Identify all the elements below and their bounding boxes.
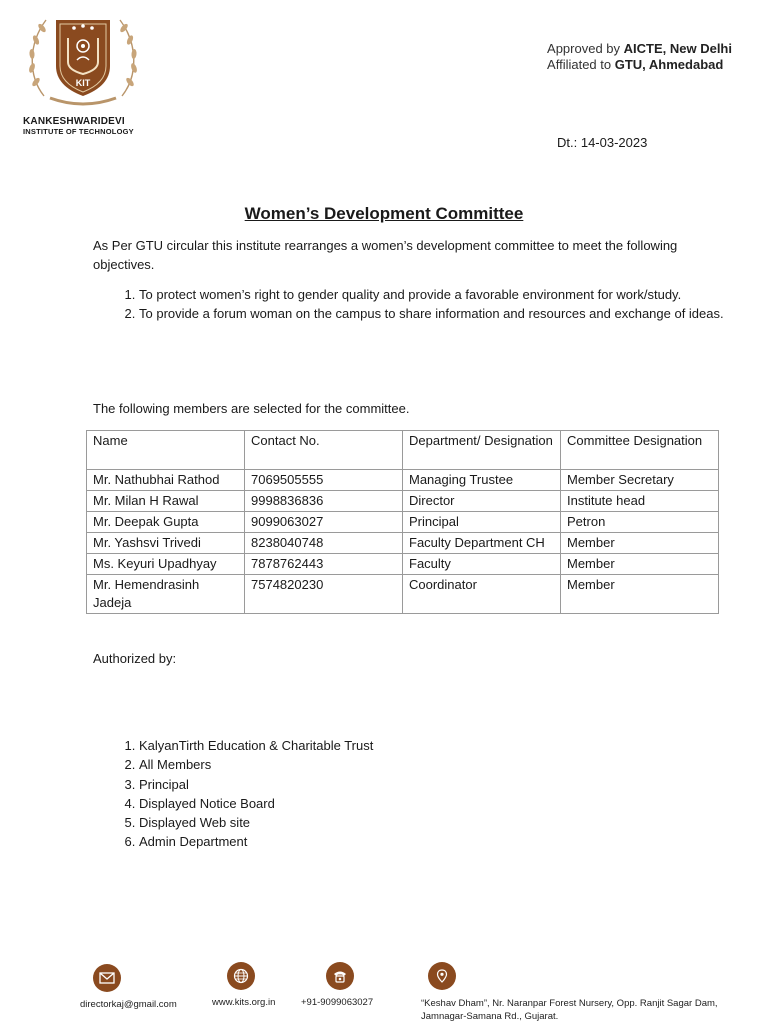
table-header-row [87, 431, 719, 470]
distribution-item: 2. All Members [139, 755, 373, 774]
table-cell: Mr. Yashsvi Trivedi [87, 533, 245, 554]
table-cell: 7878762443 [245, 554, 403, 575]
table-cell: Member Secretary [561, 470, 719, 491]
distribution-item: 6. Admin Department [139, 832, 373, 851]
intro-paragraph: As Per GTU circular this institute rearranges a women’s development committee to meet the following objectives. [93, 238, 678, 272]
table-cell: 7069505555 [245, 470, 403, 491]
distribution-item: 3. Principal [139, 775, 373, 794]
table-row [87, 575, 719, 614]
address-line: “Keshav Dham”, Nr. Naranpar Forest Nursery, Opp. Ranjit Sagar Dam, [421, 998, 718, 1009]
table-cell: Faculty [403, 554, 561, 575]
table-cell: 9998836836 [245, 491, 403, 512]
column-header: Name [87, 431, 245, 470]
table-cell: Mr. Hemendrasinh Jadeja [87, 575, 245, 614]
affiliated-to-line: Affiliated to GTU, Ahmedabad [547, 57, 724, 72]
column-header: Department/ Designation [403, 431, 561, 470]
table-cell: 9099063027 [245, 512, 403, 533]
distribution-list [93, 736, 373, 852]
footer-email[interactable]: directorkaj@gmail.com [80, 999, 177, 1010]
document-date: Dt.: 14-03-2023 [557, 135, 648, 150]
table-cell: Coordinator [403, 575, 561, 614]
table-cell: Principal [403, 512, 561, 533]
authorized-by-label: Authorized by: [93, 651, 177, 666]
objective-item: 2. To provide a forum woman on the campus to share information and resources and exchange of ideas. [139, 304, 729, 323]
footer-address [421, 997, 718, 1023]
table-cell: 8238040748 [245, 533, 403, 554]
members-table [86, 430, 719, 614]
approval-info [547, 41, 732, 73]
table-cell: Director [403, 491, 561, 512]
distribution-item: 1. KalyanTirth Education & Charitable Trust [139, 736, 373, 755]
objectives-list [93, 285, 729, 323]
table-cell: Member [561, 533, 719, 554]
table-cell: Mr. Deepak Gupta [87, 512, 245, 533]
objective-item: 1. To protect women’s right to gender quality and provide a favorable environment for work/study. [139, 285, 729, 304]
table-cell: Mr. Nathubhai Rathod [87, 470, 245, 491]
distribution-item: 5. Displayed Web site [139, 813, 373, 832]
column-header: Contact No. [245, 431, 403, 470]
table-row [87, 554, 719, 575]
table-cell: Petron [561, 512, 719, 533]
approved-by-line: Approved by AICTE, New Delhi [547, 41, 732, 56]
institute-name: KANKESHWARIDEVI [23, 116, 125, 127]
distribution-item: 4. Displayed Notice Board [139, 794, 373, 813]
institute-logo [24, 4, 142, 112]
table-cell: Institute head [561, 491, 719, 512]
globe-icon [227, 962, 255, 990]
address-line: Jamnagar-Samana Rd., Gujarat. [421, 1011, 559, 1022]
table-cell: Mr. Milan H Rawal [87, 491, 245, 512]
table-row [87, 491, 719, 512]
phone-icon [326, 962, 354, 990]
table-cell: Member [561, 554, 719, 575]
location-icon [428, 962, 456, 990]
column-header: Committee Designation [561, 431, 719, 470]
institute-subtitle: INSTITUTE OF TECHNOLOGY [23, 127, 134, 136]
table-cell: Member [561, 575, 719, 614]
table-cell: Faculty Department CH [403, 533, 561, 554]
table-row [87, 470, 719, 491]
table-cell: 7574820230 [245, 575, 403, 614]
table-cell: Managing Trustee [403, 470, 561, 491]
table-row [87, 512, 719, 533]
footer-phone[interactable]: +91-9099063027 [301, 997, 374, 1008]
table-cell: Ms. Keyuri Upadhyay [87, 554, 245, 575]
footer-website[interactable]: www.kits.org.in [212, 997, 276, 1008]
document-title: Women’s Development Committee [244, 204, 524, 223]
members-intro: The following members are selected for the committee. [93, 401, 410, 416]
table-row [87, 533, 719, 554]
svg-text:KIT: KIT [75, 78, 91, 88]
email-icon [93, 964, 121, 992]
